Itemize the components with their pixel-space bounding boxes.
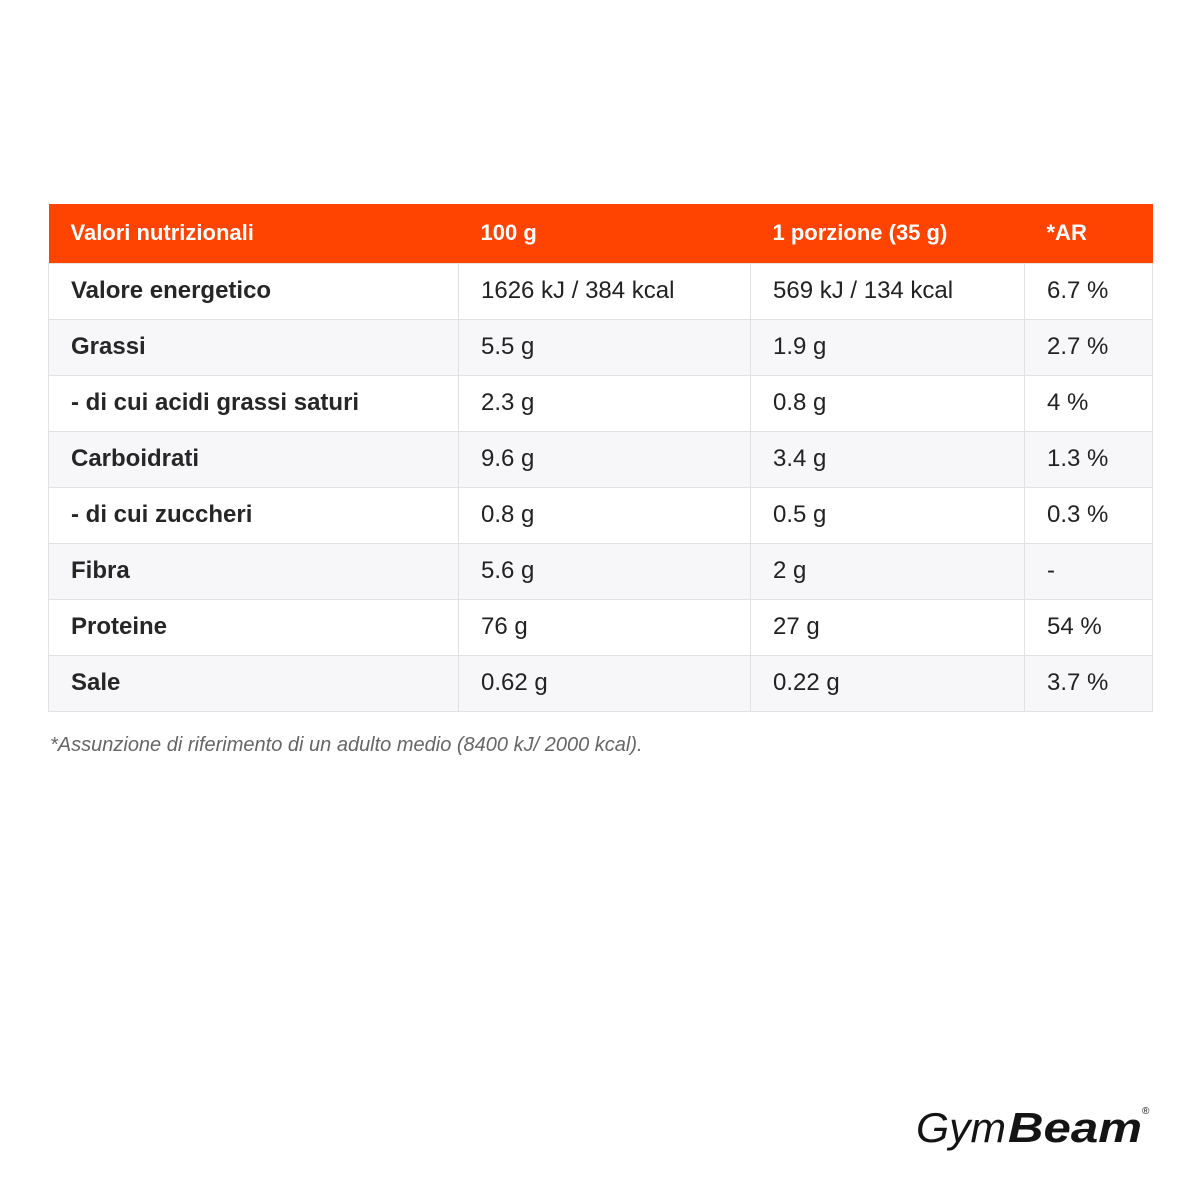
table-row bbox=[49, 431, 1153, 487]
value-reference-intake: - bbox=[1025, 543, 1153, 599]
footnote: *Assunzione di riferimento di un adulto medio (8400 kJ/ 2000 kcal). bbox=[50, 734, 643, 756]
value-reference-intake: 1.3 % bbox=[1025, 431, 1153, 487]
value-per-portion: 27 g bbox=[751, 599, 1025, 655]
nutrient-name: Proteine bbox=[49, 599, 459, 655]
nutrient-name: Grassi bbox=[49, 319, 459, 375]
table-row bbox=[49, 263, 1153, 319]
value-per-100g: 2.3 g bbox=[459, 375, 751, 431]
value-per-portion: 1.9 g bbox=[751, 319, 1025, 375]
value-reference-intake: 0.3 % bbox=[1025, 487, 1153, 543]
table-row bbox=[49, 319, 1153, 375]
header-row bbox=[49, 204, 1153, 263]
table-header bbox=[49, 204, 1153, 263]
nutrient-name: - di cui zuccheri bbox=[49, 487, 459, 543]
value-per-portion: 0.5 g bbox=[751, 487, 1025, 543]
header-per-100g: 100 g bbox=[480, 220, 537, 246]
nutrient-name: Fibra bbox=[49, 543, 459, 599]
header-per-portion: 1 porzione (35 g) bbox=[772, 220, 948, 246]
value-per-100g: 5.5 g bbox=[459, 319, 751, 375]
table-row bbox=[49, 543, 1153, 599]
table-row bbox=[49, 655, 1153, 711]
value-per-100g: 5.6 g bbox=[459, 543, 751, 599]
nutrient-name: - di cui acidi grassi saturi bbox=[49, 375, 459, 431]
value-per-100g: 76 g bbox=[459, 599, 751, 655]
nutrient-name: Sale bbox=[49, 655, 459, 711]
value-per-portion: 0.8 g bbox=[751, 375, 1025, 431]
brand-logo bbox=[914, 1098, 1154, 1158]
header-nutrient: Valori nutrizionali bbox=[70, 220, 254, 246]
value-reference-intake: 54 % bbox=[1025, 599, 1153, 655]
gymbeam-logo-icon bbox=[914, 1098, 1154, 1158]
value-per-portion: 3.4 g bbox=[751, 431, 1025, 487]
value-per-100g: 0.8 g bbox=[459, 487, 751, 543]
logo-text-bold: Beam bbox=[1008, 1104, 1142, 1151]
value-per-portion: 569 kJ / 134 kcal bbox=[751, 263, 1025, 319]
table-row bbox=[49, 599, 1153, 655]
value-per-portion: 0.22 g bbox=[751, 655, 1025, 711]
registered-mark: ® bbox=[1142, 1106, 1150, 1117]
header-reference-intake: *AR bbox=[1046, 220, 1087, 246]
nutrition-table bbox=[48, 204, 1153, 712]
logo-text-light: Gym bbox=[916, 1104, 1006, 1151]
value-reference-intake: 4 % bbox=[1025, 375, 1153, 431]
value-per-portion: 2 g bbox=[751, 543, 1025, 599]
value-per-100g: 1626 kJ / 384 kcal bbox=[459, 263, 751, 319]
value-reference-intake: 3.7 % bbox=[1025, 655, 1153, 711]
value-reference-intake: 2.7 % bbox=[1025, 319, 1153, 375]
value-reference-intake: 6.7 % bbox=[1025, 263, 1153, 319]
nutrient-name: Carboidrati bbox=[49, 431, 459, 487]
table-body bbox=[49, 263, 1153, 711]
table-row bbox=[49, 487, 1153, 543]
nutrient-name: Valore energetico bbox=[49, 263, 459, 319]
value-per-100g: 0.62 g bbox=[459, 655, 751, 711]
table-row bbox=[49, 375, 1153, 431]
value-per-100g: 9.6 g bbox=[459, 431, 751, 487]
